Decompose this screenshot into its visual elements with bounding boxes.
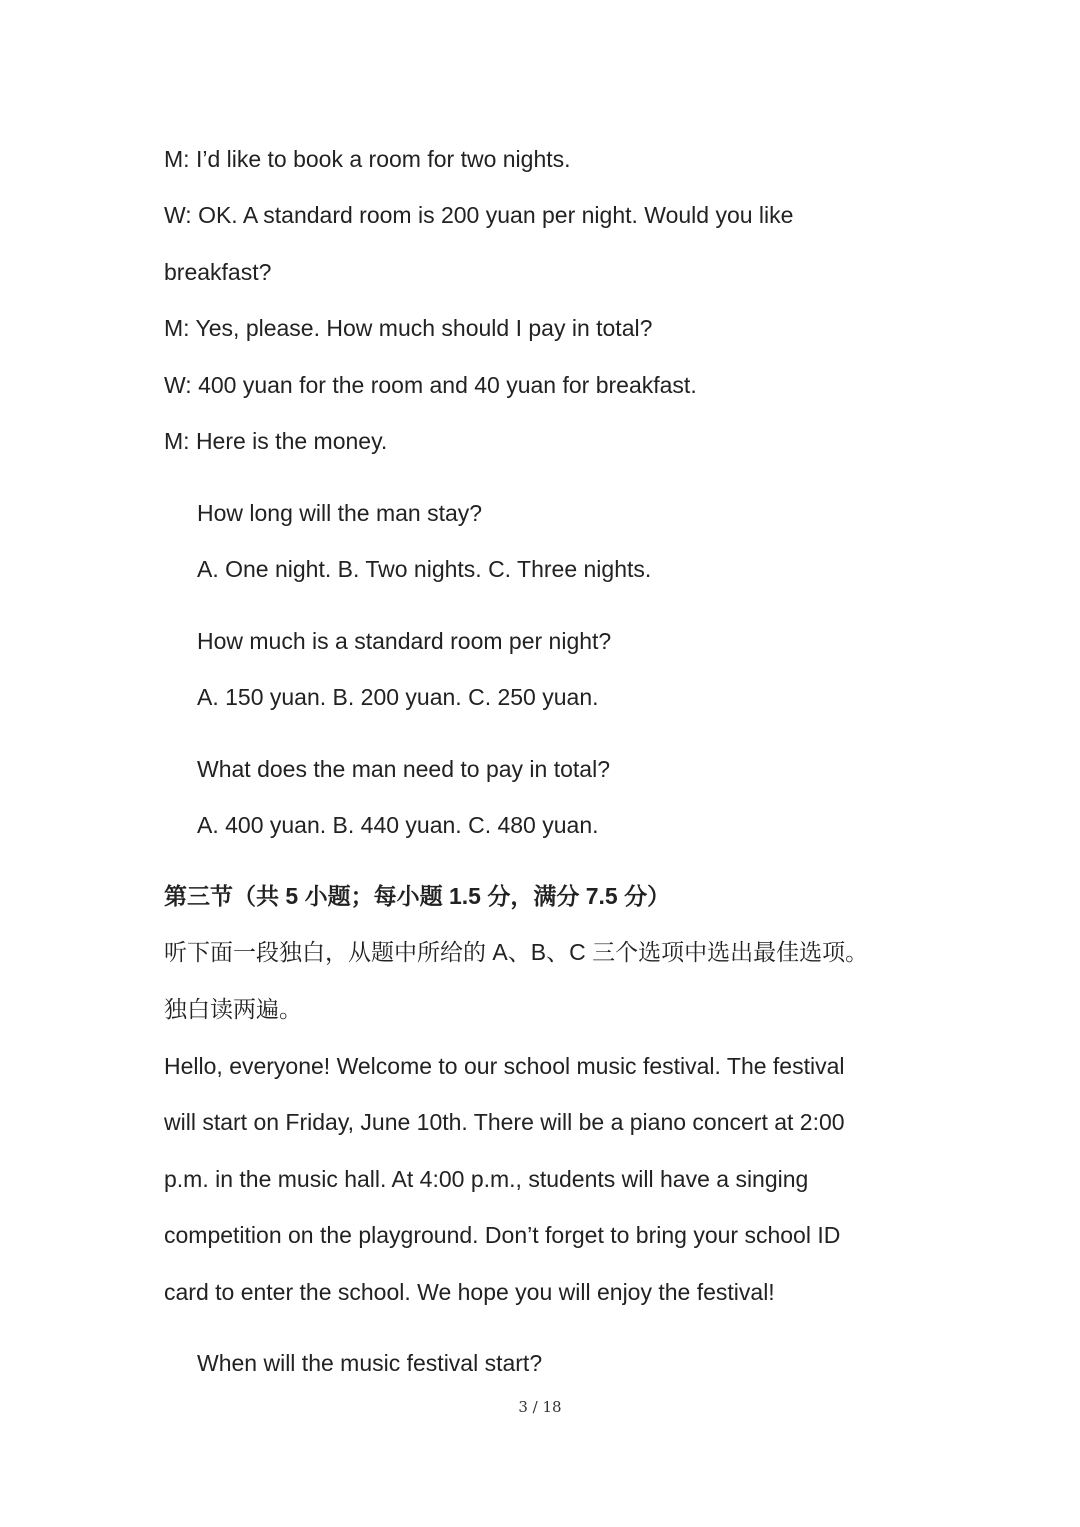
dialogue-line: M: Here is the money.	[164, 428, 388, 454]
question-text: How much is a standard room per night?	[197, 628, 612, 654]
section-instructions: 独白读两遍。	[164, 996, 302, 1022]
dialogue-line: breakfast?	[164, 259, 272, 285]
question-text: What does the man need to pay in total?	[197, 756, 610, 782]
question-options: A. 150 yuan. B. 200 yuan. C. 250 yuan.	[197, 684, 599, 710]
question-text: How long will the man stay?	[197, 500, 483, 526]
monologue-line: Hello, everyone! Welcome to our school music festival. The festival	[164, 1053, 845, 1079]
dialogue-line: W: 400 yuan for the room and 40 yuan for breakfast.	[164, 372, 697, 398]
dialogue-line: M: Yes, please. How much should I pay in total?	[164, 315, 653, 341]
question-text: When will the music festival start?	[197, 1350, 543, 1376]
page-number: 3 / 18	[518, 1398, 562, 1416]
section-instructions: 听下面一段独白，从题中所给的 A、B、C 三个选项中选出最佳选项。	[164, 939, 869, 965]
monologue-line: competition on the playground. Don’t forget to bring your school ID	[164, 1222, 841, 1248]
dialogue-line: W: OK. A standard room is 200 yuan per night. Would you like	[164, 202, 794, 228]
question-options: A. One night. B. Two nights. C. Three nights.	[197, 556, 652, 582]
monologue-line: p.m. in the music hall. At 4:00 p.m., students will have a singing	[164, 1166, 809, 1192]
dialogue-line: M: I’d like to book a room for two nights.	[164, 146, 571, 172]
question-options: A. 400 yuan. B. 440 yuan. C. 480 yuan.	[197, 812, 599, 838]
section-heading: 第三节（共 5 小题；每小题 1.5 分，满分 7.5 分）	[164, 883, 671, 909]
monologue-line: will start on Friday, June 10th. There will be a piano concert at 2:00	[164, 1109, 845, 1135]
monologue-line: card to enter the school. We hope you will enjoy the festival!	[164, 1279, 775, 1305]
